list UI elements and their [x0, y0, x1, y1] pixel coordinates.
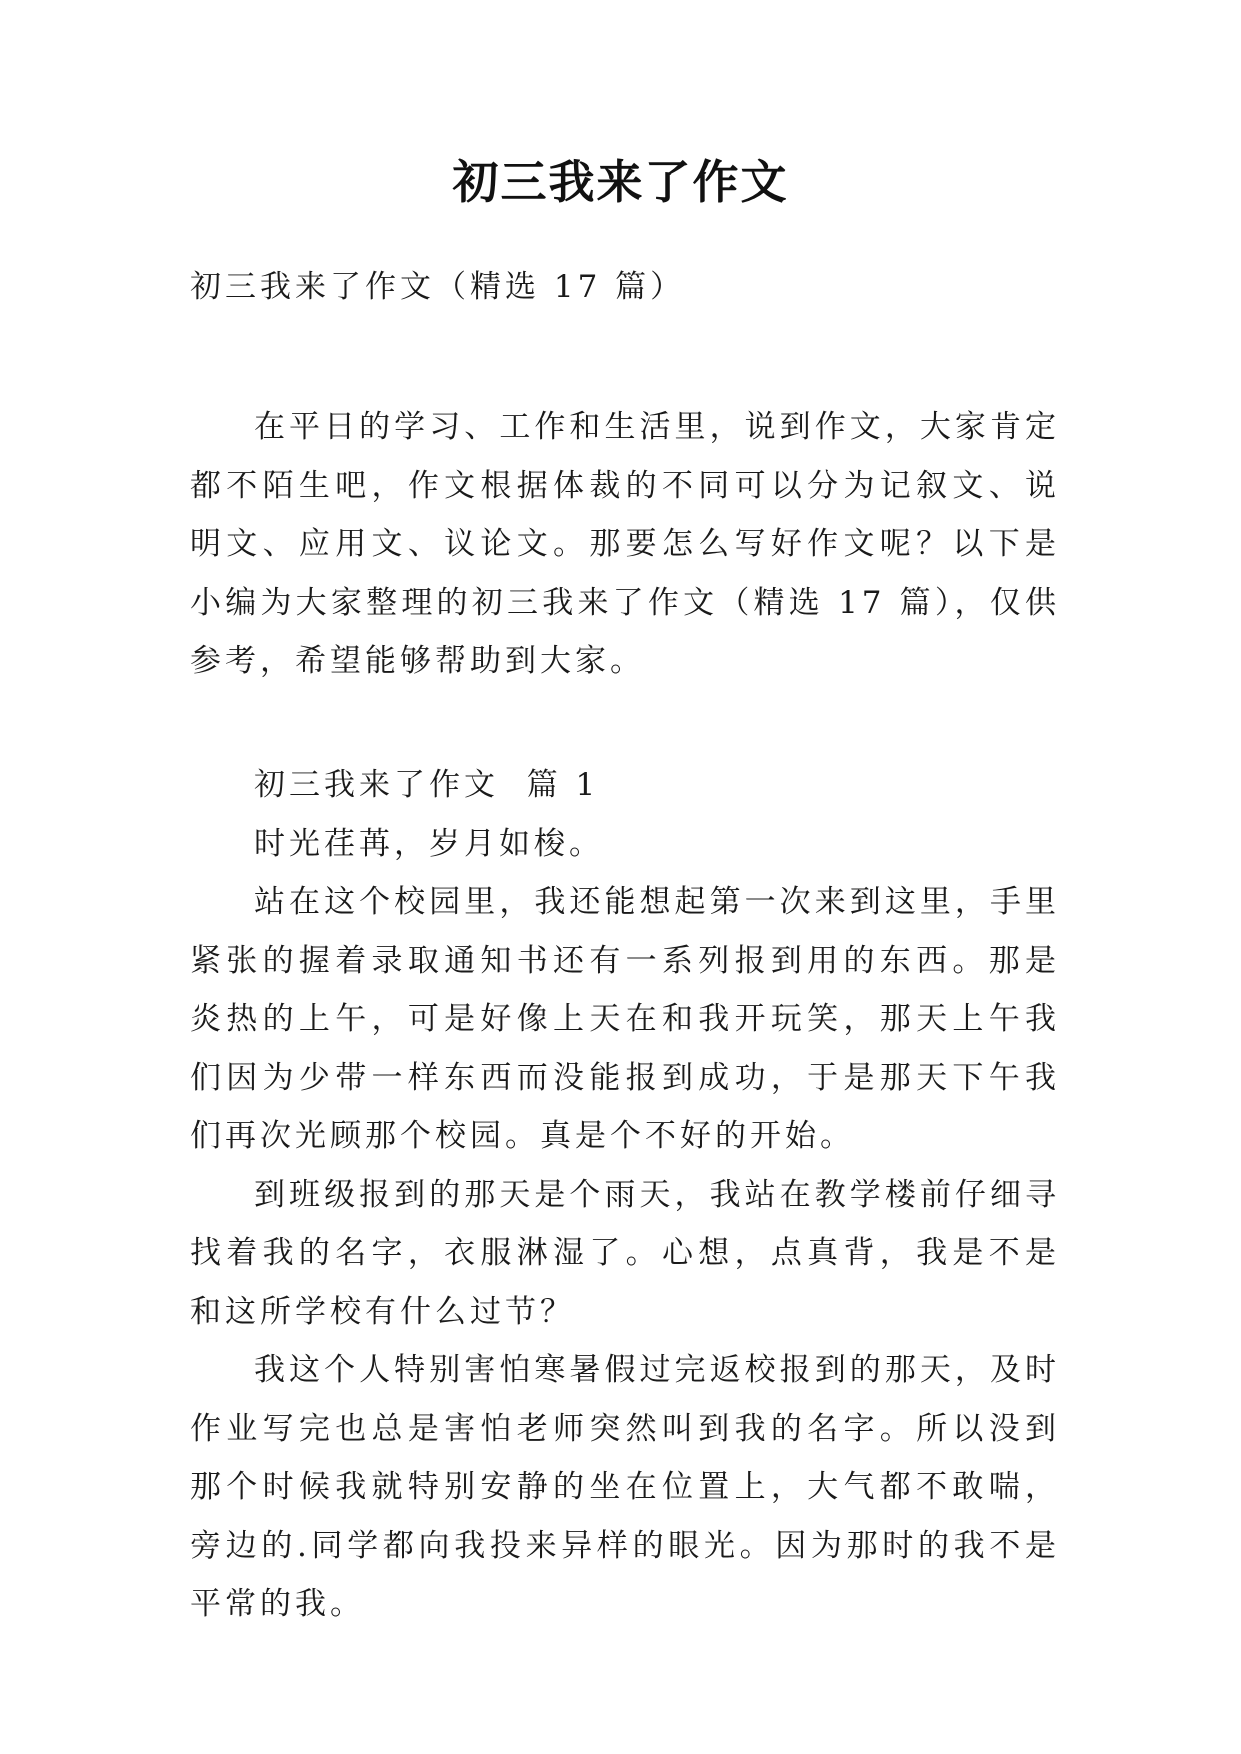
document-subtitle: 初三我来了作文（精选 17 篇）	[190, 269, 686, 305]
document-title: 初三我来了作文	[452, 155, 789, 209]
essay-paragraph-2: 站在这个校园里，我还能想起第一次来到这里，手里紧张的握着录取通知书还有一系列报到用的东西。那是炎热的上午，可是好像上天在和我开玩笑，那天上午我们因为少带一样东西而没能报到成功，于是那天下午我们再次光顾那个校园。真是个不好的开始。	[190, 884, 1060, 1154]
essay-paragraph-3: 到班级报到的那天是个雨天，我站在教学楼前仔细寻找着我的名字，衣服淋湿了。心想，点真背，我是不是和这所学校有什么过节？	[190, 1176, 1060, 1330]
essay-paragraph-1: 时光荏苒，岁月如梭。	[254, 825, 604, 862]
essay-paragraph-4: 我这个人特别害怕寒暑假过完返校报到的那天，及时作业写完也总是害怕老师突然叫到我的名字。所以没到那个时候我就特别安静的坐在位置上，大气都不敢喘，旁边的.同学都向我投来异样的眼光。因为那时的我不是平常的我。	[190, 1352, 1060, 1622]
intro-block	[190, 398, 1060, 691]
intro-paragraph: 在平日的学习、工作和生活里，说到作文，大家肯定都不陌生吧，作文根据体裁的不同可以分为记叙文、说明文、应用文、议论文。那要怎么写好作文呢？以下是小编为大家整理的初三我来了作文（精选 17 篇），仅供参考，希望能够帮助到大家。	[190, 409, 1060, 679]
essay-section	[190, 756, 1060, 1634]
section-heading: 初三我来了作文 篇 1	[254, 767, 600, 803]
